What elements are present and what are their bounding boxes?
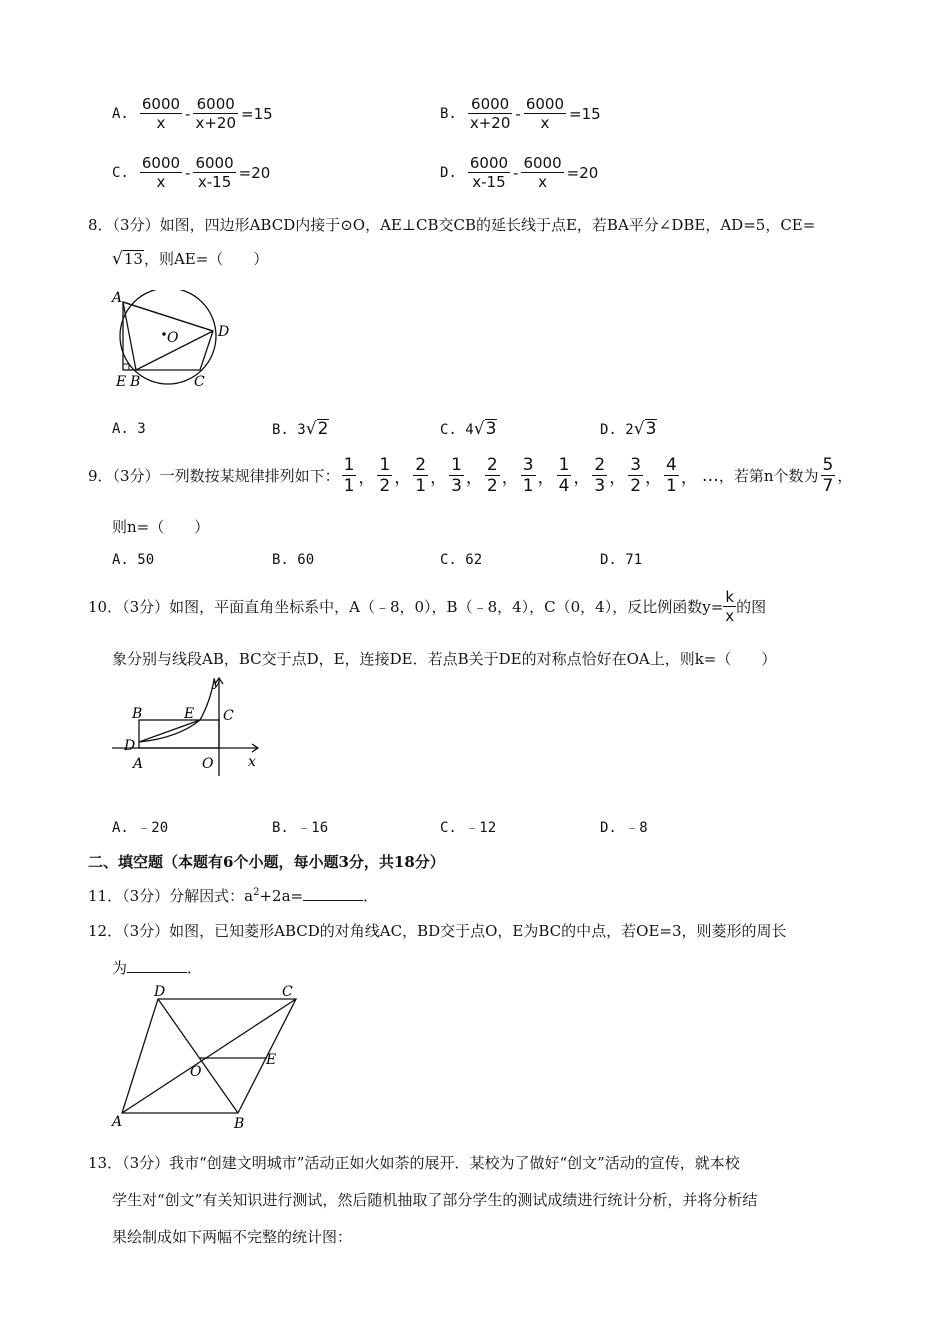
target-fraction: $\frac{5}{7}$ [822,455,834,497]
q8-option-a[interactable]: A. 3 [112,421,146,437]
q10-option-d[interactable]: D. ﹣8 [600,820,648,836]
label-c: C [282,984,293,1000]
ellipsis: … [701,465,719,486]
label-a: A [133,756,144,772]
fraction: $\frac{6000}{x}$ [525,95,565,132]
label-a: A [112,1114,123,1130]
option-letter: B. [440,105,457,122]
q8-stem-line2 [112,248,268,269]
q9-stem-line1: 9．（3分）一列数按某规律排列如下： $\frac{1}{1}$ ， $\frac{1}{2}$ ， $\frac{2}{1}$ ， $\frac{1}{3}$ ， $\frac{2}{2}$ ， $\frac{3}{1}$ ， $\frac{1}{4}$ ， $\frac{2}{3}$ ， $\frac{3}{2}$ ， $\frac{4}{1}$ ， … ，若第n个数为 $\frac{5}{7}$ ， [88,455,853,497]
q10-option-b[interactable]: B. ﹣16 [272,820,329,836]
label-d: D [124,738,136,754]
label-c: C [194,374,205,390]
separator: ， [609,468,627,489]
equation-rhs: =20 [238,163,271,182]
q8-figure [108,290,238,390]
sequence-fraction: $\frac{3}{2}$ [630,455,642,497]
label-e: E [266,1052,277,1068]
q11-stem: 11．（3分）分解因式：$a^2+2a=$ ． [88,887,379,905]
fraction: $\frac{6000}{x}$ [141,95,181,132]
label-e: E [116,374,127,390]
q12-figure [108,980,308,1130]
equation-rhs: =15 [569,104,601,123]
q7-option-a[interactable] [112,95,273,132]
q9-stem-line2: 则n=（ ） [112,518,210,536]
fraction: $\frac{6000}{x}$ [523,154,562,191]
sequence-fraction: $\frac{2}{2}$ [486,455,498,497]
label-o: O [167,330,179,346]
diagonal-bd [158,999,238,1113]
fraction: $\frac{6000}{x+20}$ [195,95,237,132]
fraction: $\frac{6000}{x-15}$ [469,154,509,191]
separator: ， [680,468,698,489]
label-o: O [190,1064,202,1080]
label-e: E [184,706,195,722]
radicand: 13 [123,250,143,268]
function-fraction: $\frac{k}{x}$ [725,588,735,625]
separator: ， [537,468,555,489]
label-a: A [112,290,123,306]
q7-option-c[interactable] [112,154,270,191]
exponent: 2 [253,887,260,898]
q8-option-c[interactable]: C. 4√3 [440,419,497,439]
label-c: C [223,708,234,724]
label-x: x [248,754,256,770]
label-o: O [202,756,214,772]
q9-option-b[interactable]: B. 60 [272,552,315,568]
q10-stem-line1: 10．（3分）如图，平面直角坐标系中，A（﹣8，0），B（﹣8，4），C（0，4），反比例函数y= $\frac{k}{x}$ 的图 [88,588,767,625]
operator: - [185,104,191,123]
label-d: D [154,984,166,1000]
label-d: D [218,324,230,340]
q10-figure [108,672,268,782]
sequence-fraction: $\frac{3}{1}$ [522,455,534,497]
separator: ， [358,468,376,489]
q9-option-d[interactable]: D. 71 [600,552,643,568]
sqrt-sign: √ [112,249,123,269]
sequence-fraction: $\frac{1}{1}$ [343,455,355,497]
operator: - [515,104,521,123]
q12-stem-line2: 为 ． [112,959,203,977]
q8-stem-line1: 8．（3分）如图，四边形ABCD内接于⊙O，AE⊥CB交CB的延长线于点E，若BA平分∠DBE，AD=5，CE= [88,216,816,234]
q12-stem-line1: 12．（3分）如图，已知菱形ABCD的对角线AC，BD交于点O，E为BC的中点，若OE=3，则菱形的周长 [88,922,787,940]
q13-stem-line3: 果绘制成如下两幅不完整的统计图： [112,1228,353,1246]
q9-option-a[interactable]: A. 50 [112,552,155,568]
separator: ， [501,468,519,489]
q8-option-b[interactable]: B. 3√2 [272,419,329,439]
q8-option-d[interactable]: D. 2√3 [600,419,657,439]
q10-option-c[interactable]: C. ﹣12 [440,820,497,836]
q10-option-a[interactable]: A. ﹣20 [112,820,169,836]
separator: ， [430,468,448,489]
q7-option-d[interactable] [440,154,598,191]
rectangle-abco [139,720,219,748]
fraction: $\frac{6000}{x+20}$ [469,95,511,132]
answer-blank[interactable] [127,958,187,973]
label-b: B [130,374,141,390]
sequence-fraction: $\frac{1}{4}$ [558,455,570,497]
operator: - [513,163,519,182]
operator: - [185,163,191,182]
option-letter: D. [440,164,457,181]
separator: ， [465,468,483,489]
sequence-fraction: $\frac{4}{1}$ [666,455,677,497]
q8-stem-tail: ，则AE=（ ） [143,250,269,268]
label-b: B [132,706,143,722]
option-letter: A. [112,105,129,122]
section-2-heading: 二、填空题（本题有6个小题，每小题3分，共18分） [88,853,445,871]
label-b: B [234,1116,245,1130]
sequence-fraction: $\frac{1}{3}$ [451,455,462,497]
equation-rhs: =20 [566,163,599,182]
q10-stem-line2: 象分别与线段AB，BC交于点D，E，连接DE．若点B关于DE的对称点恰好在OA上，则k=（ ） [112,650,777,668]
separator: ， [394,468,412,489]
sequence-fraction: $\frac{2}{3}$ [594,455,606,497]
fraction: $\frac{6000}{x-15}$ [195,154,234,191]
sequence-fraction: $\frac{1}{2}$ [379,455,391,497]
q13-stem-line1: 13．（3分）我市“创建文明城市”活动正如火如荼的展开．某校为了做好“创文”活动的宣传，就本校 [88,1154,740,1172]
sequence-fraction: $\frac{2}{1}$ [415,455,427,497]
q7-option-b[interactable] [440,95,601,132]
q9-sequence [340,455,698,497]
answer-blank[interactable] [303,886,363,901]
q13-stem-line2: 学生对“创文”有关知识进行测试，然后随机抽取了部分学生的测试成绩进行统计分析，并将分析结 [112,1191,758,1209]
segment-de [139,720,200,742]
q9-option-c[interactable]: C. 62 [440,552,483,568]
label-y: y [212,674,220,690]
fraction: $\frac{6000}{x}$ [141,154,181,191]
option-letter: C. [112,164,129,181]
hyperbola [139,680,214,742]
separator: ， [573,468,591,489]
separator: ， [645,468,663,489]
equation-rhs: =15 [241,104,273,123]
